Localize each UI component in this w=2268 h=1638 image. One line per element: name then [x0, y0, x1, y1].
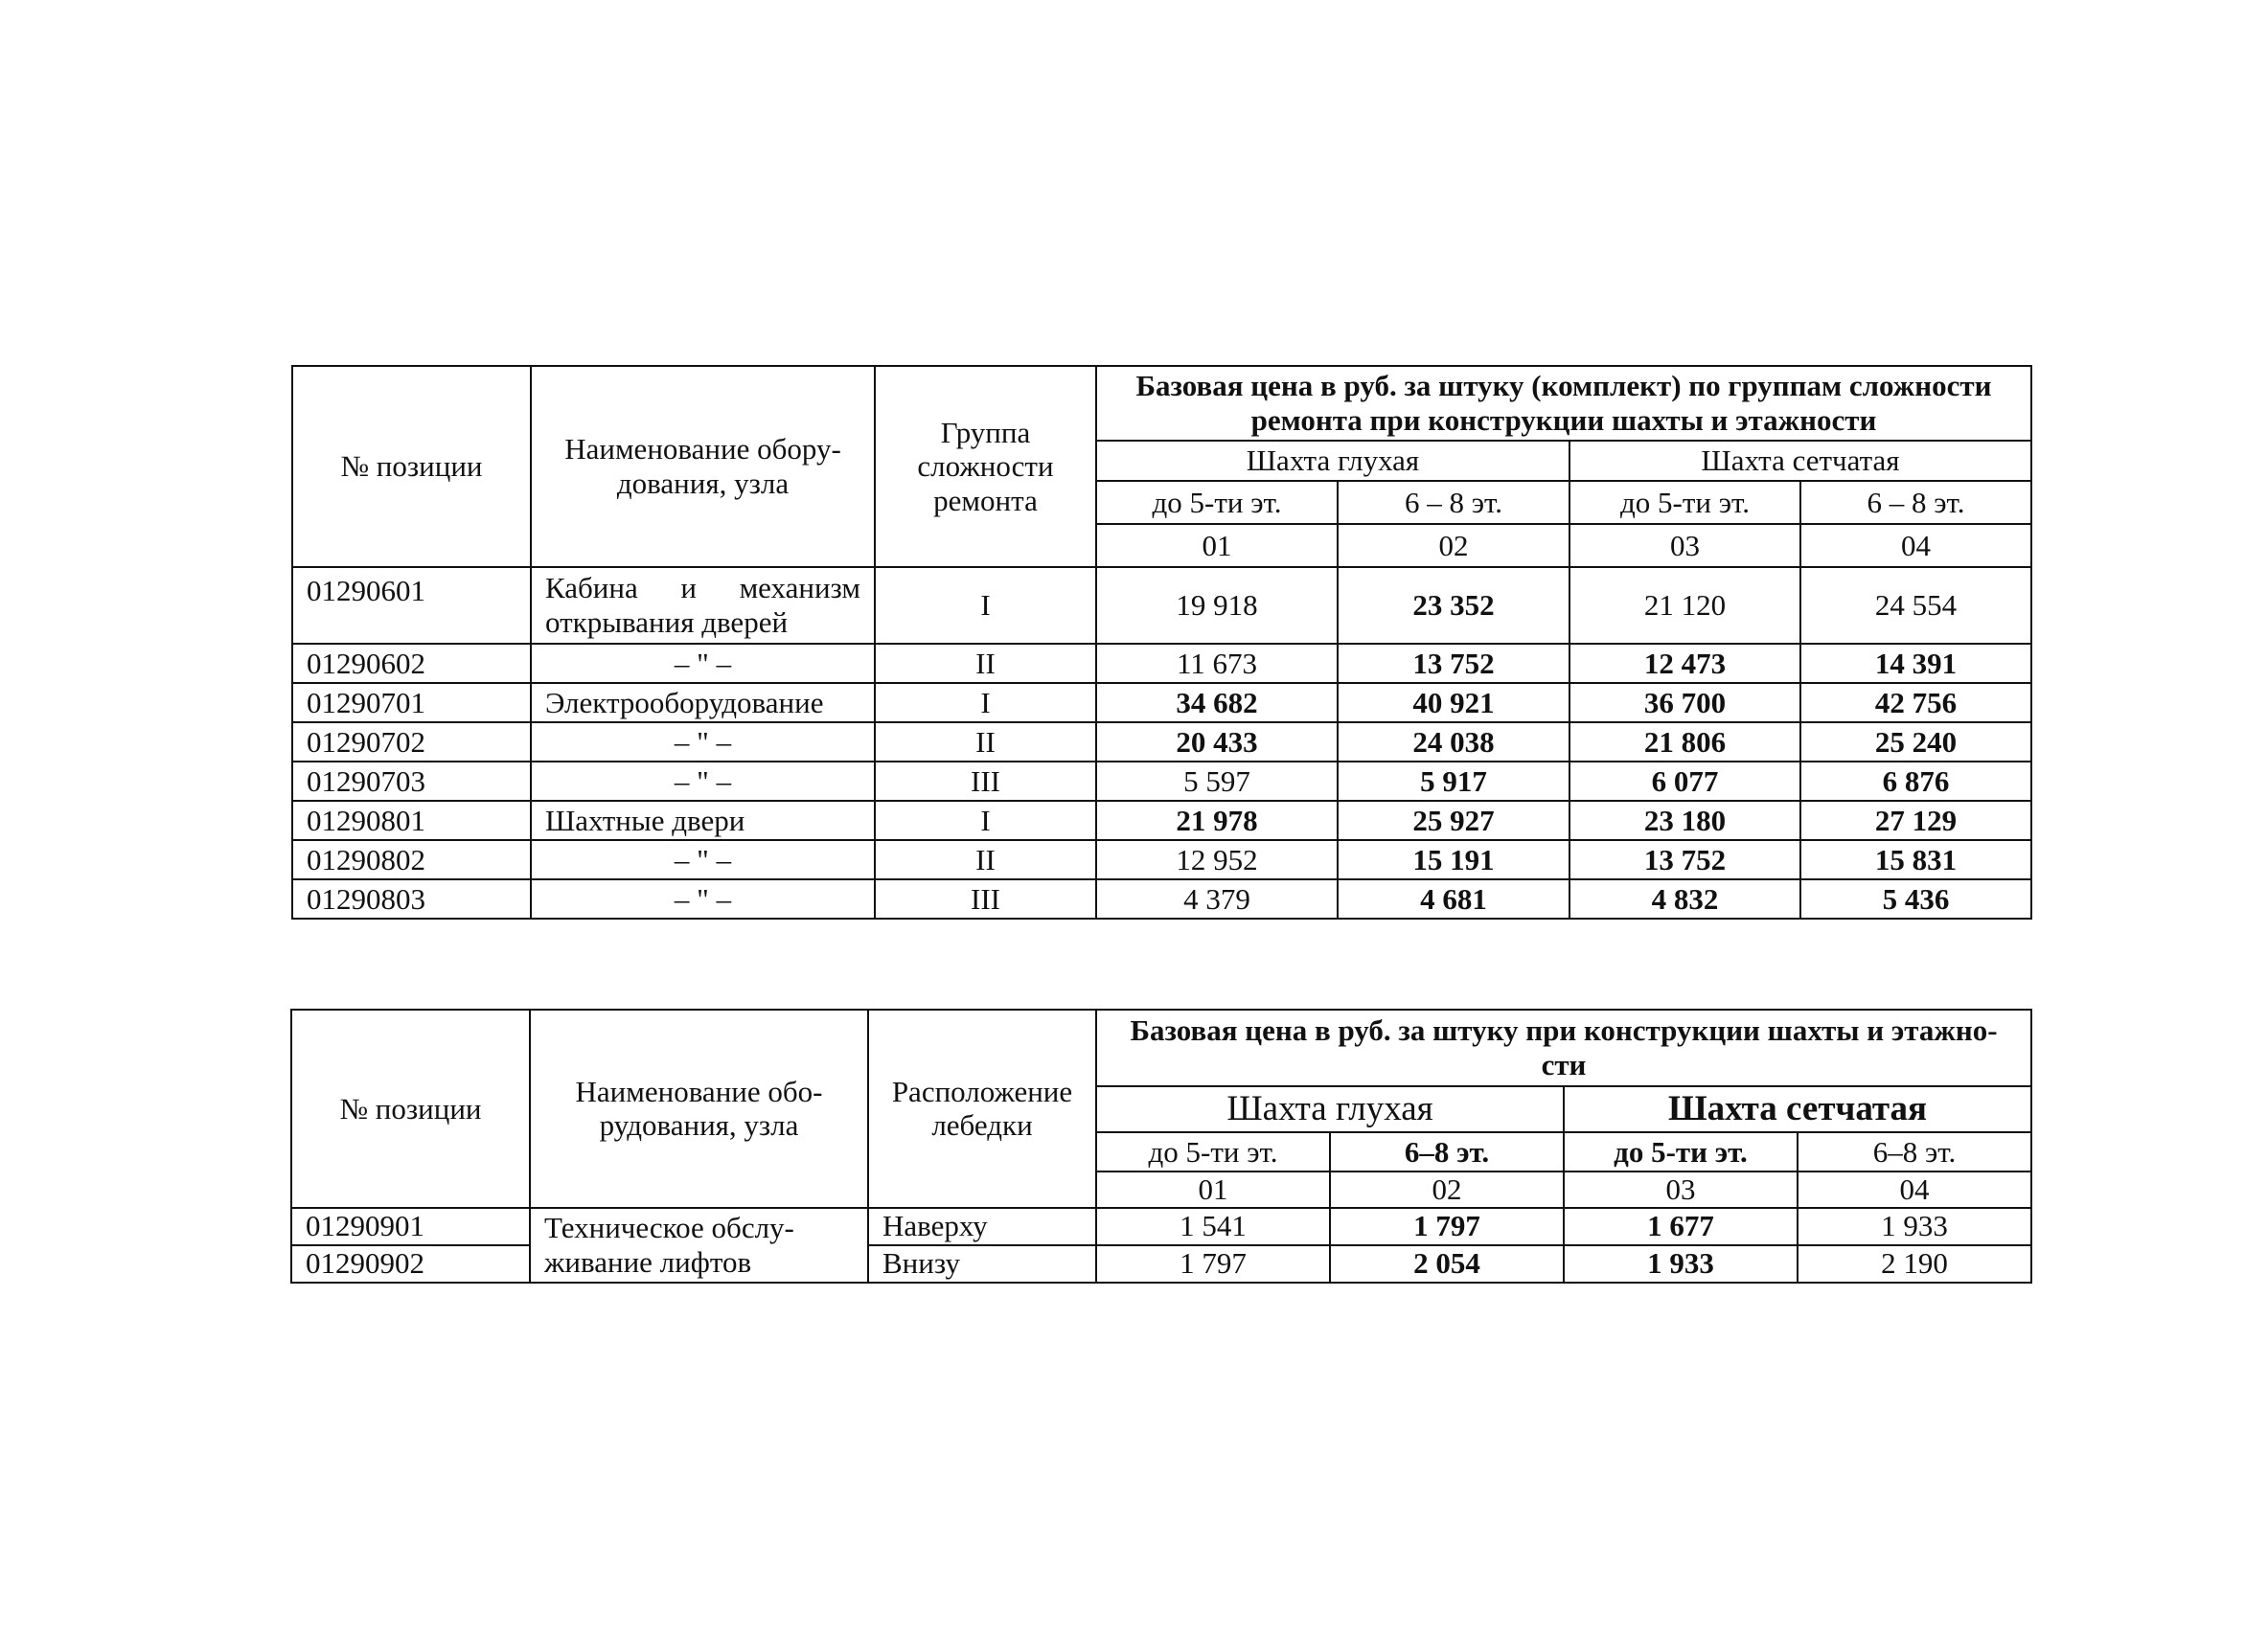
complexity-group: II — [875, 644, 1096, 683]
price-cell: 27 129 — [1800, 801, 2031, 840]
complexity-group: II — [875, 840, 1096, 879]
price-cell: 15 831 — [1800, 840, 2031, 879]
column-code: 04 — [1798, 1172, 2031, 1208]
position-code: 01290601 — [292, 567, 531, 644]
header-floors: до 5-ти эт. — [1096, 1132, 1330, 1172]
table-row — [292, 644, 2031, 683]
price-cell: 12 952 — [1096, 840, 1338, 879]
header-shaft-mesh: Шахта сетчатая — [1569, 441, 2031, 481]
column-code: 03 — [1569, 524, 1800, 567]
header-floors: 6–8 эт. — [1330, 1132, 1564, 1172]
position-code: 01290701 — [292, 683, 531, 722]
price-cell: 6 077 — [1569, 762, 1800, 801]
header-shaft-blind: Шахта глухая — [1096, 441, 1569, 481]
column-code: 01 — [1096, 1172, 1330, 1208]
price-cell: 1 797 — [1330, 1208, 1564, 1245]
equipment-name: Кабина и механизм открывания дверей — [531, 567, 875, 644]
price-cell: 1 797 — [1096, 1245, 1330, 1283]
complexity-group: I — [875, 801, 1096, 840]
column-code: 02 — [1330, 1172, 1564, 1208]
equipment-name: – " – — [531, 722, 875, 762]
equipment-name: – " – — [531, 879, 875, 919]
price-cell: 34 682 — [1096, 683, 1338, 722]
table-row — [291, 1208, 2031, 1245]
column-code: 02 — [1338, 524, 1569, 567]
equipment-name: – " – — [531, 840, 875, 879]
position-code: 01290801 — [292, 801, 531, 840]
header-floors: 6 – 8 эт. — [1800, 481, 2031, 524]
complexity-group: II — [875, 722, 1096, 762]
price-cell: 14 391 — [1800, 644, 2031, 683]
price-cell: 40 921 — [1338, 683, 1569, 722]
equipment-name: Электрооборудование — [531, 683, 875, 722]
column-code: 04 — [1800, 524, 2031, 567]
price-cell: 23 180 — [1569, 801, 1800, 840]
position-code: 01290802 — [292, 840, 531, 879]
column-code: 01 — [1096, 524, 1338, 567]
table-row — [292, 567, 2031, 644]
price-cell: 36 700 — [1569, 683, 1800, 722]
price-table-maintenance — [290, 1009, 2032, 1284]
header-floors: до 5-ти эт. — [1564, 1132, 1798, 1172]
table-row — [292, 762, 2031, 801]
complexity-group: III — [875, 879, 1096, 919]
position-code: 01290702 — [292, 722, 531, 762]
price-cell: 25 240 — [1800, 722, 2031, 762]
equipment-name: Техническое обслу- живание лифтов — [530, 1208, 868, 1283]
price-cell: 21 806 — [1569, 722, 1800, 762]
price-cell: 21 120 — [1569, 567, 1800, 644]
price-cell: 4 681 — [1338, 879, 1569, 919]
price-cell: 11 673 — [1096, 644, 1338, 683]
price-cell: 5 436 — [1800, 879, 2031, 919]
price-cell: 4 379 — [1096, 879, 1338, 919]
header-base-price: Базовая цена в руб. за штуку при конструкции шахты и этажно- сти — [1096, 1010, 2031, 1086]
table-row — [292, 840, 2031, 879]
price-cell: 6 876 — [1800, 762, 2031, 801]
header-position: № позиции — [291, 1010, 530, 1208]
price-cell: 21 978 — [1096, 801, 1338, 840]
table-row — [292, 683, 2031, 722]
complexity-group: III — [875, 762, 1096, 801]
header-floors: до 5-ти эт. — [1569, 481, 1800, 524]
price-cell: 25 927 — [1338, 801, 1569, 840]
price-cell: 23 352 — [1338, 567, 1569, 644]
position-code: 01290901 — [291, 1208, 530, 1245]
header-complexity-group: Группа сложности ремонта — [875, 366, 1096, 567]
position-code: 01290602 — [292, 644, 531, 683]
header-floors: до 5-ти эт. — [1096, 481, 1338, 524]
price-cell: 42 756 — [1800, 683, 2031, 722]
price-cell: 20 433 — [1096, 722, 1338, 762]
winch-location: Внизу — [868, 1245, 1096, 1283]
equipment-name: – " – — [531, 762, 875, 801]
table-row — [292, 722, 2031, 762]
price-cell: 2 054 — [1330, 1245, 1564, 1283]
header-shaft-blind: Шахта глухая — [1096, 1086, 1564, 1132]
price-table-repair — [291, 365, 2032, 920]
price-cell: 1 541 — [1096, 1208, 1330, 1245]
header-equipment-name: Наименование обо- рудования, узла — [530, 1010, 868, 1208]
price-cell: 1 933 — [1564, 1245, 1798, 1283]
column-code: 03 — [1564, 1172, 1798, 1208]
equipment-name: Шахтные двери — [531, 801, 875, 840]
price-cell: 12 473 — [1569, 644, 1800, 683]
price-cell: 1 933 — [1798, 1208, 2031, 1245]
header-equipment-name: Наименование обору- дования, узла — [531, 366, 875, 567]
price-cell: 24 554 — [1800, 567, 2031, 644]
equipment-name: – " – — [531, 644, 875, 683]
price-cell: 15 191 — [1338, 840, 1569, 879]
position-code: 01290703 — [292, 762, 531, 801]
price-cell: 2 190 — [1798, 1245, 2031, 1283]
position-code: 01290803 — [292, 879, 531, 919]
price-cell: 5 597 — [1096, 762, 1338, 801]
header-shaft-mesh: Шахта сетчатая — [1564, 1086, 2031, 1132]
price-cell: 24 038 — [1338, 722, 1569, 762]
price-cell: 4 832 — [1569, 879, 1800, 919]
header-floors: 6 – 8 эт. — [1338, 481, 1569, 524]
complexity-group: I — [875, 567, 1096, 644]
table-row — [292, 801, 2031, 840]
price-cell: 19 918 — [1096, 567, 1338, 644]
header-position: № позиции — [292, 366, 531, 567]
price-cell: 13 752 — [1569, 840, 1800, 879]
header-winch-location: Расположение лебедки — [868, 1010, 1096, 1208]
header-base-price: Базовая цена в руб. за штуку (комплект) по группам сложности ремонта при конструкции шахты и этажности — [1096, 366, 2031, 441]
complexity-group: I — [875, 683, 1096, 722]
header-floors: 6–8 эт. — [1798, 1132, 2031, 1172]
price-cell: 5 917 — [1338, 762, 1569, 801]
price-cell: 1 677 — [1564, 1208, 1798, 1245]
price-cell: 13 752 — [1338, 644, 1569, 683]
table-row — [292, 879, 2031, 919]
winch-location: Наверху — [868, 1208, 1096, 1245]
position-code: 01290902 — [291, 1245, 530, 1283]
